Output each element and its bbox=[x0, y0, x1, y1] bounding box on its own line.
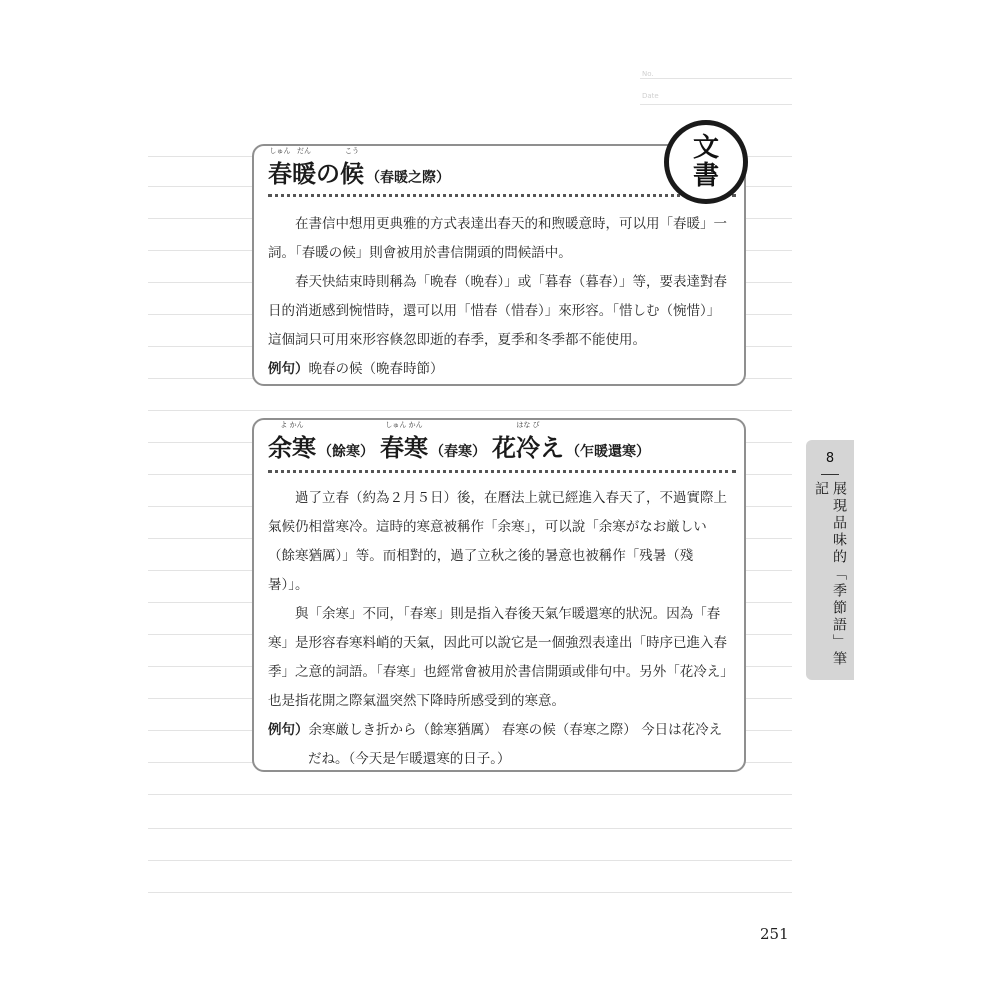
example-sentence-continued: だね。（今天是乍暖還寒的日子。） bbox=[308, 751, 511, 767]
paragraph: 春天快結束時則稱為「晩春（晩春）」或「暮春（暮春）」等，要表達對春日的消逝感到惋惜時，還可以用「惜春（惜春）」來形容。「惜しむ（惋惜）」這個詞只可用來形容倏忽即逝的春季，夏季和冬季都不能使用。 bbox=[268, 274, 727, 348]
entry-body bbox=[268, 484, 732, 774]
header-no-label: No. bbox=[642, 70, 654, 78]
page-number: 251 bbox=[760, 925, 789, 943]
paragraph: 過了立春（約為２月５日）後，在曆法上就已經進入春天了，不過實際上氣候仍相當寒冷。這時的寒意被稱作「余寒」，可以說「余寒がなお厳しい（餘寒猶厲）」等。而相對的，過了立秋之後的暑意也被稱作「残暑（殘暑）」。 bbox=[268, 490, 727, 593]
example-sentence: 例句）余寒厳しき折から（餘寒猶厲） 春寒の候（春寒之際） 今日は花冷え bbox=[268, 722, 723, 738]
paragraph: 與「余寒」不同，「春寒」則是指入春後天氣乍暖還寒的狀況。因為「春寒」是形容春寒料峭的天氣，因此可以說它是一個強烈表達出「時序已進入春季」之意的詞語。「春寒」也經常會被用於書信開頭或俳句中。另外「花冷え」也是指花開之際氣溫突然下降時所感受到的寒意。 bbox=[268, 606, 727, 709]
document-stamp-icon: 文 書 bbox=[664, 120, 748, 204]
entry-title: よ かん 余寒 （餘寒） しゅん かん 春寒 （春寒） はな び 花冷え （乍暖還寒） bbox=[268, 421, 650, 462]
entry-body bbox=[268, 210, 732, 384]
paragraph: 在書信中想用更典雅的方式表達出春天的和煦暖意時，可以用「春暖」一詞。「春暖の候」則會被用於書信開頭的問候語中。 bbox=[268, 216, 727, 261]
chapter-title: 展現品味的「季節語」筆記 bbox=[813, 480, 847, 668]
entry-title: しゅん 春 だん 暖の こう 候 （春暖之際） bbox=[268, 147, 450, 188]
chapter-tab[interactable] bbox=[806, 440, 854, 680]
header-date-label: Date bbox=[642, 92, 659, 100]
entry-title-translation: （春暖之際） bbox=[366, 170, 450, 186]
example-sentence: 例句）晩春の候（晩春時節） bbox=[268, 361, 444, 377]
chapter-divider bbox=[821, 474, 839, 475]
dotted-divider bbox=[268, 470, 736, 473]
dotted-divider bbox=[268, 194, 736, 197]
entry-card-yokan bbox=[252, 418, 746, 772]
chapter-number: 8 bbox=[825, 451, 835, 466]
